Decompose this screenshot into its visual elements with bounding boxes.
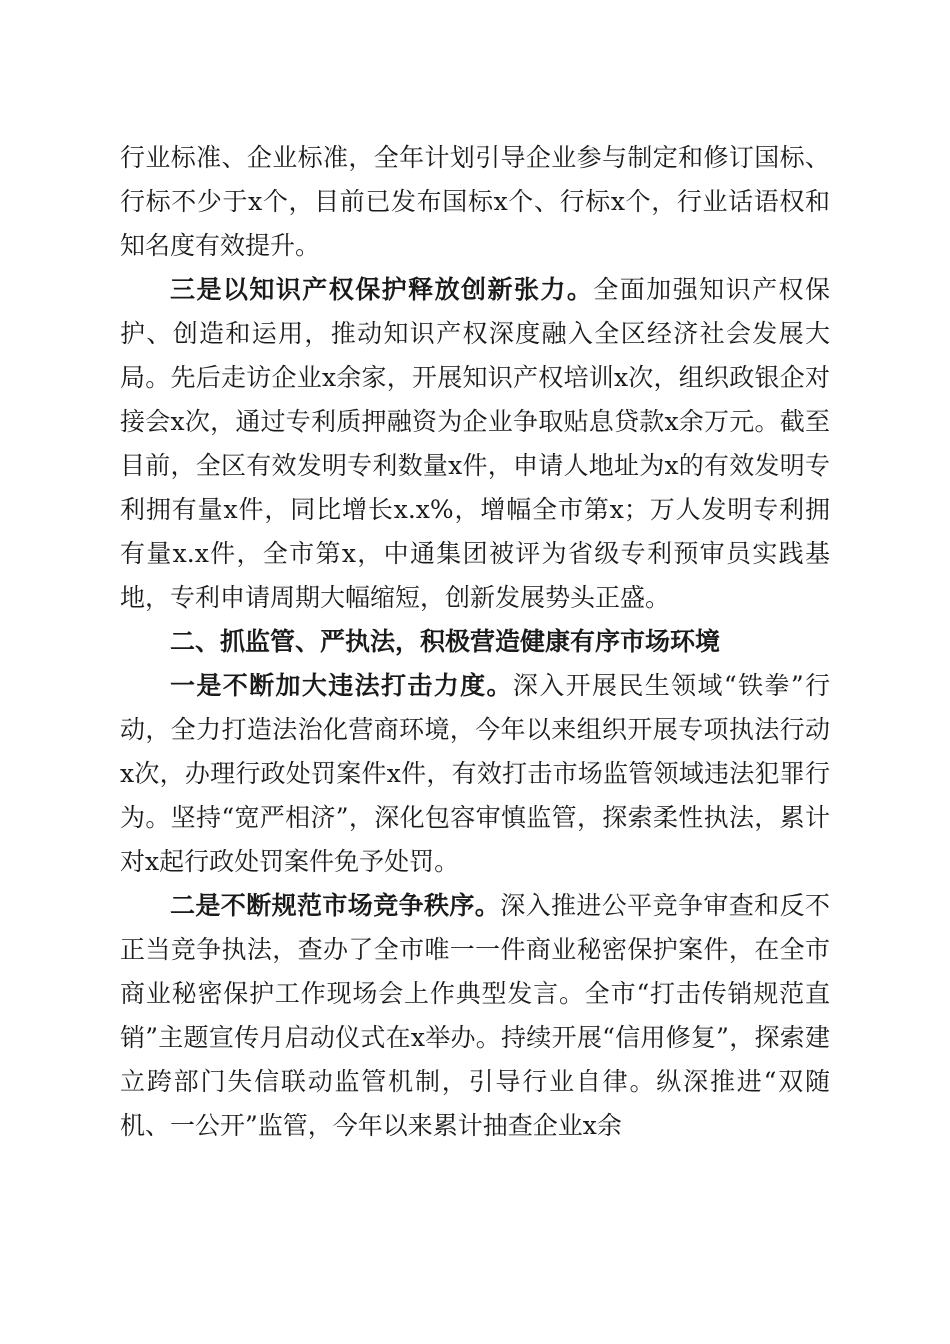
paragraph-lead: 二是不断规范市场竞争秩序。: [170, 891, 501, 920]
section-heading: 二、抓监管、严执法，积极营造健康有序市场环境: [170, 627, 721, 656]
document-body: [120, 136, 830, 1148]
paragraph-text: 深入推进公平竞争审查和反不正当竞争执法，查办了全市唯一一件商业秘密保护案件，在全市商业秘密保护工作现场会上作典型发言。全市“打击传销规范直销”主题宣传月启动仪式在x举办。持续开展“信用修复”，探索建立跨部门失信联动监管机制，引导行业自律。纵深推进“双随机、一公开”监管，今年以来累计抽查企业x余: [120, 891, 830, 1140]
paragraph-text: 深入开展民生领域“铁拳”行动，全力打造法治化营商环境，今年以来组织开展专项执法行动x次，办理行政处罚案件x件，有效打击市场监管领域违法犯罪行为。坚持“宽严相济”，深化包容审慎监管，探索柔性执法，累计对x起行政处罚案件免予处罚。: [120, 671, 830, 876]
paragraph-intellectual-property: [120, 268, 830, 620]
paragraph-market-competition: [120, 884, 830, 1148]
paragraph-text: 行业标准、企业标准，全年计划引导企业参与制定和修订国标、行标不少于x个，目前已发布国标x个、行标x个，行业话语权和知名度有效提升。: [120, 143, 830, 260]
paragraph-law-enforcement: [120, 664, 830, 884]
paragraph-text: 全面加强知识产权保护、创造和运用，推动知识产权深度融入全区经济社会发展大局。先后走访企业x余家，开展知识产权培训x次，组织政银企对接会x次，通过专利质押融资为企业争取贴息贷款x余万元。截至目前，全区有效发明专利数量x件，申请人地址为x的有效发明专利拥有量x件，同比增长x.x%，增幅全市第x；万人发明专利拥有量x.x件，全市第x，中通集团被评为省级专利预审员实践基地，专利申请周期大幅缩短，创新发展势头正盛。: [120, 275, 830, 612]
paragraph-lead: 三是以知识产权保护释放创新张力。: [170, 275, 594, 304]
paragraph-lead: 一是不断加大违法打击力度。: [170, 671, 513, 700]
paragraph-industry-standards: [120, 136, 830, 268]
